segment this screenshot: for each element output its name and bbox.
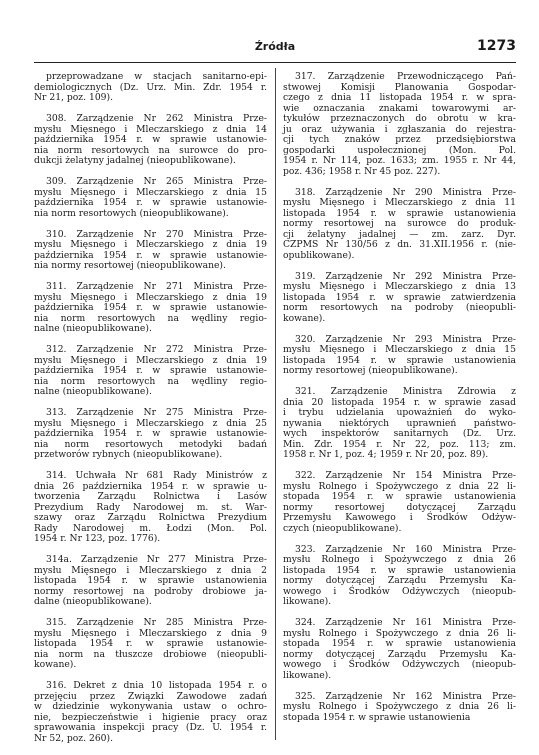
text-line: przeprowadzane w stacjach sanitarno-epi-	[46, 71, 267, 82]
text-line: mysłu Mięsnego i Mleczarskiego z dnia 11	[283, 197, 516, 208]
text-line: szawy oraz Zarządu Rolnictwa Prezydium	[34, 512, 267, 523]
text-line: czego z dnia 11 listopada 1954 r. w spra-	[283, 92, 516, 103]
text-line: mysłu Mięsnego i Mleczarskiego z dnia 19	[34, 354, 267, 366]
text-line: nia norm resortowych metodyki badań	[34, 438, 267, 450]
text-line: 319. Zarządzenie Nr 292 Ministra Prze-	[295, 270, 516, 282]
source-entry	[283, 387, 516, 461]
text-line: nalne (nieopublikowane).	[34, 323, 152, 334]
text-line: listopada 1954 r. w sprawie ustanowie-	[34, 638, 267, 649]
text-line: kowane).	[283, 312, 326, 324]
text-line: listopada 1954 r. w sprawie ustanowienia	[283, 354, 516, 366]
text-line: mysłu Mięsnego i Mleczarskiego z dnia 15	[34, 186, 267, 198]
text-line: mysłu Rolnego i Spożywczego z dnia 26	[283, 554, 516, 565]
text-line: nywania niektórych uprawnień państwo-	[283, 417, 516, 429]
text-line: likowane).	[283, 669, 332, 681]
text-line: stwowej Komisji Planowania Gospodar-	[283, 81, 516, 93]
text-line: stopada 1954 r. w sprawie ustanowienia	[283, 491, 516, 502]
text-line: Min. Zdr. 1954 r. Nr 22, poz. 113; zm.	[283, 438, 516, 450]
source-entry	[34, 345, 267, 398]
page-header	[34, 40, 516, 58]
text-line: 313. Zarządzenie Nr 275 Ministra Prze-	[46, 407, 267, 418]
text-line: nia norm resortowych na surowce do pro-	[34, 144, 267, 156]
text-line: mysłu Mięsnego i Mleczarskiego z dnia 15	[283, 344, 516, 355]
running-title: Źródła	[254, 40, 296, 53]
source-entry	[283, 545, 516, 608]
text-line: mysłu Mięsnego i Mleczarskiego z dnia 2	[34, 564, 267, 576]
text-line: dnia 26 października 1954 r. w sprawie u-	[34, 480, 267, 492]
text-line: Nr 21, poz. 109).	[34, 92, 114, 103]
source-entry	[283, 471, 516, 534]
text-line: i trybu udzielania upoważnień do wyko-	[283, 407, 516, 418]
text-line: nia norm resortowych na wędliny regio-	[34, 375, 267, 387]
text-line: demiologicznych (Dz. Urz. Min. Zdr. 1954 r.	[34, 81, 267, 93]
text-line: poz. 436; 1958 r. Nr 45 poz. 227).	[283, 165, 441, 177]
text-line: 320. Zarządzenie Nr 293 Ministra Prze-	[295, 333, 516, 345]
text-line: mysłu Rolnego i Spożywczego z dnia 22 li-	[283, 480, 516, 492]
text-line: likowane).	[283, 596, 332, 607]
text-line: nia normy resortowej (nieopublikowane).	[34, 260, 226, 271]
text-line: 1954 r. Nr 123, poz. 1776).	[34, 533, 161, 544]
text-line: wie oznaczania znakami towarowymi ar-	[283, 102, 516, 114]
text-line: 324. Zarządzenie Nr 161 Ministra Prze-	[295, 617, 516, 628]
text-line: w dziedzinie wykonywania ustaw o ochro-	[34, 701, 267, 712]
text-line: stopada 1954 r. w sprawie ustanowienia	[283, 711, 471, 723]
text-line: mysłu Mięsnego i Mleczarskiego z dnia 19	[34, 291, 267, 303]
text-line: 323. Zarządzenie Nr 160 Ministra Prze-	[295, 543, 516, 555]
text-line: mysłu Rolnego i Spożywczego z dnia 26 li-	[283, 701, 516, 712]
text-line: cji tych znaków przez przedsiębiorstwa	[283, 134, 516, 145]
text-line: 314a. Zarządzenie Nr 277 Ministra Prze-	[46, 554, 267, 565]
text-line: 1958 r. Nr 1, poz. 4; 1959 r. Nr 20, poz. 89).	[283, 449, 489, 460]
text-line: mysłu Mięsnego i Mleczarskiego z dnia 9	[34, 627, 267, 639]
source-entry	[34, 230, 267, 272]
text-line: kowane).	[34, 659, 77, 670]
source-entry	[34, 114, 267, 167]
source-entry	[283, 72, 516, 177]
text-line: listopada 1954 r. w sprawie ustanowienia	[283, 564, 516, 576]
text-line: dukcji żelatyny jadalnej (nieopublikowane).	[34, 155, 236, 166]
column-divider	[275, 68, 276, 740]
text-line: stopada 1954 r. w sprawie ustanowienia	[283, 638, 516, 649]
text-line: października 1954 r. w sprawie ustanowie-	[34, 365, 267, 376]
text-line: października 1954 r. w sprawie ustanowie-	[34, 302, 267, 313]
header-rule	[34, 62, 516, 63]
text-line: 315. Zarządzenie Nr 285 Ministra Prze-	[46, 617, 267, 628]
source-entry	[34, 471, 267, 545]
text-line: nia norm na tłuszcze drobiowe (nieopubli-	[34, 648, 267, 660]
text-line: dnia 20 listopada 1954 r. w sprawie zasad	[283, 396, 516, 408]
source-entry	[283, 335, 516, 377]
text-line: Nr 52, poz. 260).	[34, 732, 114, 744]
text-line: listopada 1954 r. w sprawie ustanowienia	[283, 207, 516, 219]
text-line: nia norm resortowych (nieopublikowane).	[34, 207, 229, 219]
text-line: października 1954 r. w sprawie ustanowie-	[34, 134, 267, 145]
text-line: nia norm resortowych na wędliny regio-	[34, 312, 267, 324]
text-line: mysłu Mięsnego i Mleczarskiego z dnia 25	[34, 417, 267, 429]
text-line: dalne (nieopublikowane).	[34, 596, 152, 607]
text-line: tykułów przeznaczonych do obrotu w kra-	[283, 113, 516, 124]
text-line: przetworów rybnych (nieopublikowane).	[34, 449, 223, 460]
text-line: normy dotyczącej Zarządu Przemysłu Ka-	[283, 648, 516, 660]
left-column	[34, 72, 267, 755]
text-line: 318. Zarządzenie Nr 290 Ministra Prze-	[295, 186, 516, 198]
text-line: normy resortowej (nieopublikowane).	[283, 365, 458, 376]
text-line: sprawowania inspekcji pracy (Dz. U. 1954 r.	[34, 722, 267, 733]
text-line: 312. Zarządzenie Nr 272 Ministra Prze-	[46, 344, 267, 355]
text-line: 317. Zarządzenie Przewodniczącego Pań-	[295, 71, 516, 82]
text-line: CZPMS Nr 130/56 z dn. 31.XII.1956 r. (nie-	[283, 239, 516, 250]
text-line: listopada 1954 r. w sprawie zatwierdzenia	[283, 291, 516, 303]
text-line: 308. Zarządzenie Nr 262 Ministra Prze-	[46, 113, 267, 124]
text-line: 325. Zarządzenie Nr 162 Ministra Prze-	[295, 690, 516, 702]
text-line: mysłu Mięsnego i Mleczarskiego z dnia 19	[34, 239, 267, 250]
text-line: października 1954 r. w sprawie ustanowie-	[34, 428, 267, 439]
text-line: 310. Zarządzenie Nr 270 Ministra Prze-	[46, 228, 267, 240]
source-entry	[34, 282, 267, 335]
source-entry	[34, 555, 267, 608]
text-line: nie, bezpieczeństwie i higienie pracy oraz	[34, 711, 267, 723]
text-line: czych (nieopublikowane).	[283, 522, 402, 534]
text-line: normy resortowej na surowce do produk-	[283, 218, 516, 229]
right-column	[283, 72, 516, 734]
text-line: Prezydium Rady Narodowej m. st. War-	[34, 501, 267, 513]
text-line: 321. Zarządzenie Ministra Zdrowia z	[295, 386, 516, 397]
source-entry	[283, 272, 516, 325]
source-entry	[34, 408, 267, 461]
source-entry	[283, 692, 516, 724]
source-entry	[34, 618, 267, 671]
text-line: normy resortowej na podroby drobiowe ja-	[34, 585, 267, 597]
text-line: normy dotyczącej Zarządu Przemysłu Ka-	[283, 575, 516, 586]
text-line: mysłu Mięsnego i Mleczarskiego z dnia 13	[283, 281, 516, 292]
text-line: października 1954 r. w sprawie ustanowie-	[34, 197, 267, 208]
text-line: normy resortowej dotyczącej Zarządu	[283, 501, 516, 513]
text-line: wowego i Środków Odżywczych (nieopub-	[283, 585, 516, 597]
text-line: 314. Uchwała Nr 681 Rady Ministrów z	[46, 470, 267, 481]
page-number: 1273	[477, 38, 516, 54]
text-line: wowego i Środków Odżywczych (nieopub-	[283, 659, 516, 670]
text-line: przejęciu przez Związki Zawodowe zadań	[34, 690, 267, 702]
source-entry	[34, 72, 267, 104]
text-line: 309. Zarządzenie Nr 265 Ministra Prze-	[46, 176, 267, 187]
text-line: mysłu Rolnego i Spożywczego z dnia 26 li-	[283, 627, 516, 639]
source-entry	[283, 618, 516, 681]
source-entry	[283, 188, 516, 262]
text-line: października 1954 r. w sprawie ustanowie-	[34, 249, 267, 261]
text-line: listopada 1954 r. w sprawie ustanowienia	[34, 575, 267, 586]
source-entry	[34, 681, 267, 744]
text-line: 322. Zarządzenie Nr 154 Ministra Prze-	[295, 470, 516, 481]
text-line: Rady Narodowej m. Łodzi (Mon. Pol.	[34, 522, 267, 534]
text-line: Przemysłu Kawowego i Środków Odżyw-	[283, 512, 516, 523]
text-line: 311. Zarządzenie Nr 271 Ministra Prze-	[46, 281, 267, 292]
text-line: gospodarki uspołecznionej (Mon. Pol.	[283, 144, 516, 156]
text-line: 1954 r. Nr 114, poz. 1633; zm. 1955 r. Nr 44,	[283, 155, 516, 166]
text-line: cji żelatyny jadalnej — zm. zarz. Dyr.	[283, 228, 516, 240]
text-line: 316. Dekret z dnia 10 listopada 1954 r. o	[46, 680, 267, 691]
text-line: mysłu Mięsnego i Mleczarskiego z dnia 14	[34, 123, 267, 135]
source-entry	[34, 177, 267, 219]
text-line: tworzenia Zarządu Rolnictwa i Lasów	[34, 491, 267, 502]
text-line: ju oraz używania i zgłaszania do rejestra-	[283, 123, 516, 135]
text-line: norm resortowych na podroby (nieopubli-	[283, 302, 516, 313]
text-line: opublikowane).	[283, 249, 355, 261]
text-line: nalne (nieopublikowane).	[34, 386, 152, 397]
text-line: wych inspektorów sanitarnych (Dz. Urz.	[283, 428, 516, 439]
